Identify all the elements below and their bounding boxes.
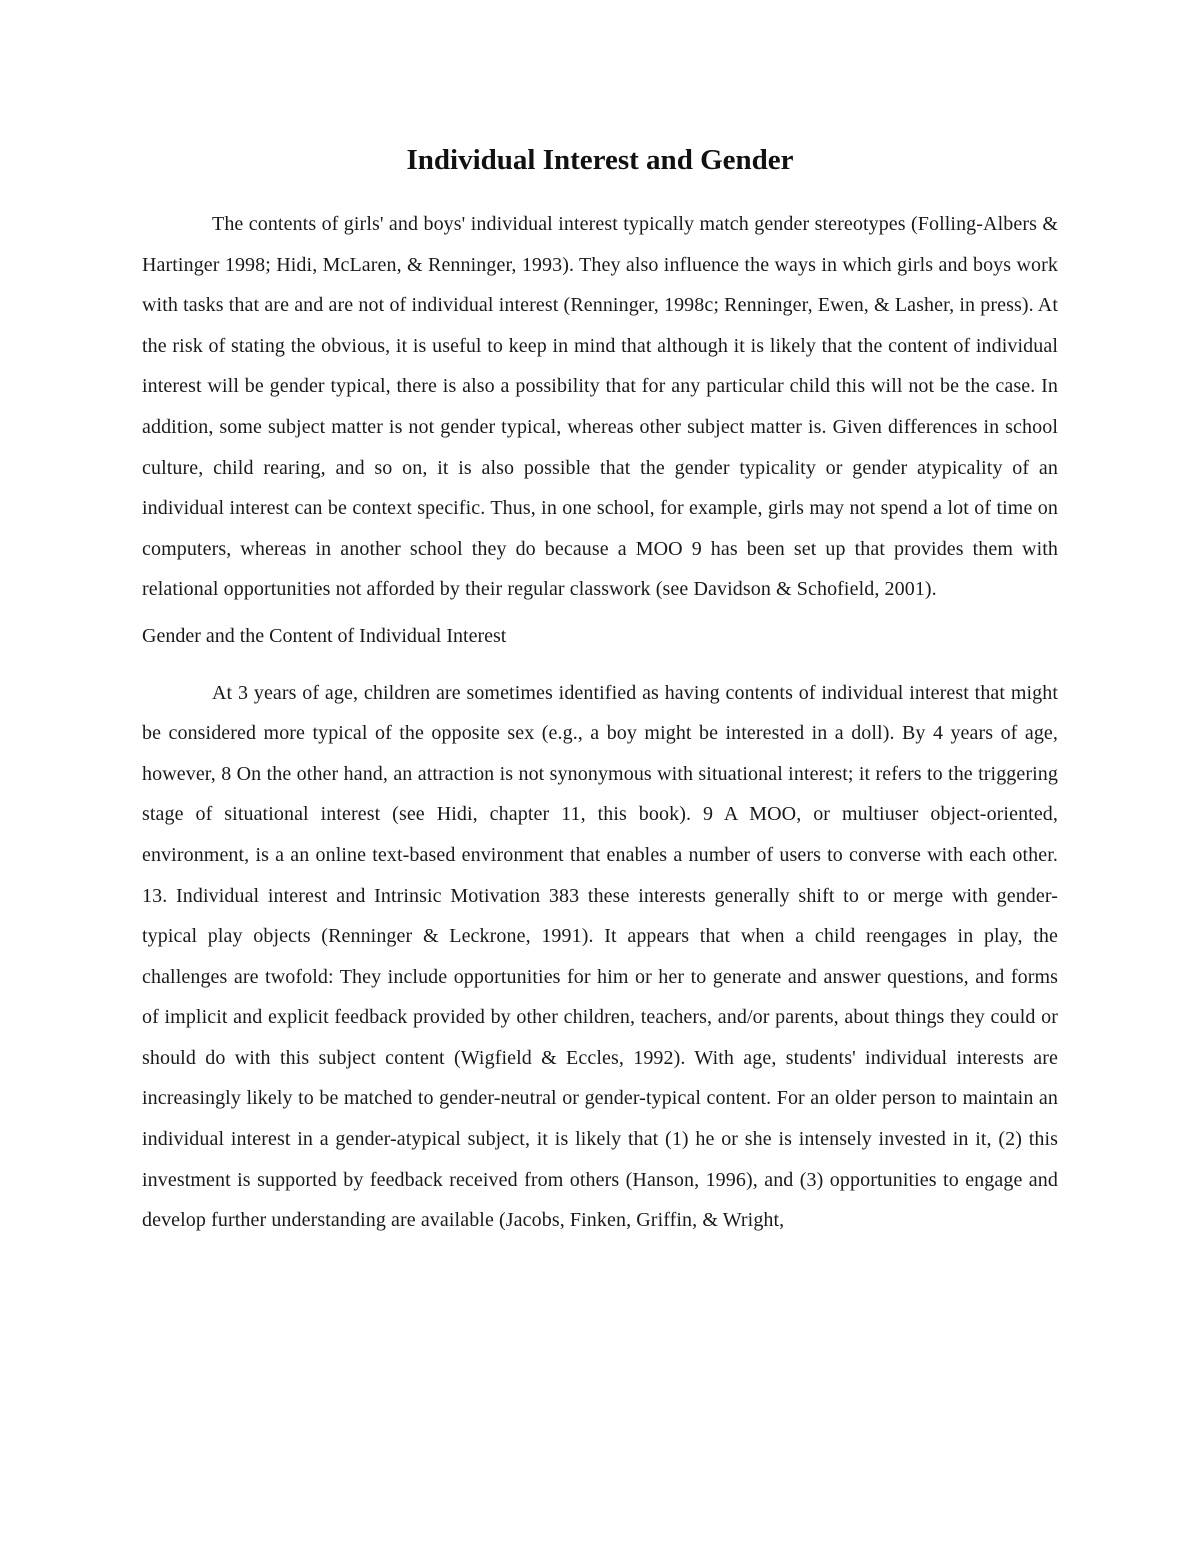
- document-page: [142, 138, 1058, 1241]
- section-subheading: Gender and the Content of Individual Interest: [142, 624, 507, 647]
- body-paragraph-1: The contents of girls' and boys' individual interest typically match gender stereotypes (Folling-Albers & Hartinger 1998; Hidi, McLaren, & Renninger, 1993). They also influence the ways in which girls and boys work with tasks that are and are not of individual interest (Renninger, 1998c; Renninger, Ewen, & Lasher, in press). At the risk of stating the obvious, it is useful to keep in mind that although it is likely that the content of individual interest will be gender typical, there is also a possibility that for any particular child this will not be the case. In addition, some subject matter is not gender typical, whereas other subject matter is. Given differences in school culture, child rearing, and so on, it is also possible that the gender typicality or gender atypicality of an individual interest can be context specific. Thus, in one school, for example, girls may not spend a lot of time on computers, whereas in another school they do because a MOO 9 has been set up that provides them with relational opportunities not afforded by their regular classwork (see Davidson & Schofield, 2001).: [142, 213, 1058, 601]
- body-paragraph-2: At 3 years of age, children are sometimes identified as having contents of individual interest that might be considered more typical of the opposite sex (e.g., a boy might be interested in a doll). By 4 years of age, however, 8 On the other hand, an attraction is not synonymous with situational interest; it refers to the triggering stage of situational interest (see Hidi, chapter 11, this book). 9 A MOO, or multiuser object-oriented, environment, is a an online text-based environment that enables a number of users to converse with each other. 13. Individual interest and Intrinsic Motivation 383 these interests generally shift to or merge with gender-typical play objects (Renninger & Leckrone, 1991). It appears that when a child reengages in play, the challenges are twofold: They include opportunities for him or her to generate and answer questions, and forms of implicit and explicit feedback provided by other children, teachers, and/or parents, about things they could or should do with this subject content (Wigfield & Eccles, 1992). With age, students' individual interests are increasingly likely to be matched to gender-neutral or gender-typical content. For an older person to maintain an individual interest in a gender-atypical subject, it is likely that (1) he or she is intensely invested in it, (2) this investment is supported by feedback received from others (Hanson, 1996), and (3) opportunities to engage and develop further understanding are available (Jacobs, Finken, Griffin, & Wright,: [142, 681, 1058, 1232]
- document-title: Individual Interest and Gender: [406, 144, 794, 176]
